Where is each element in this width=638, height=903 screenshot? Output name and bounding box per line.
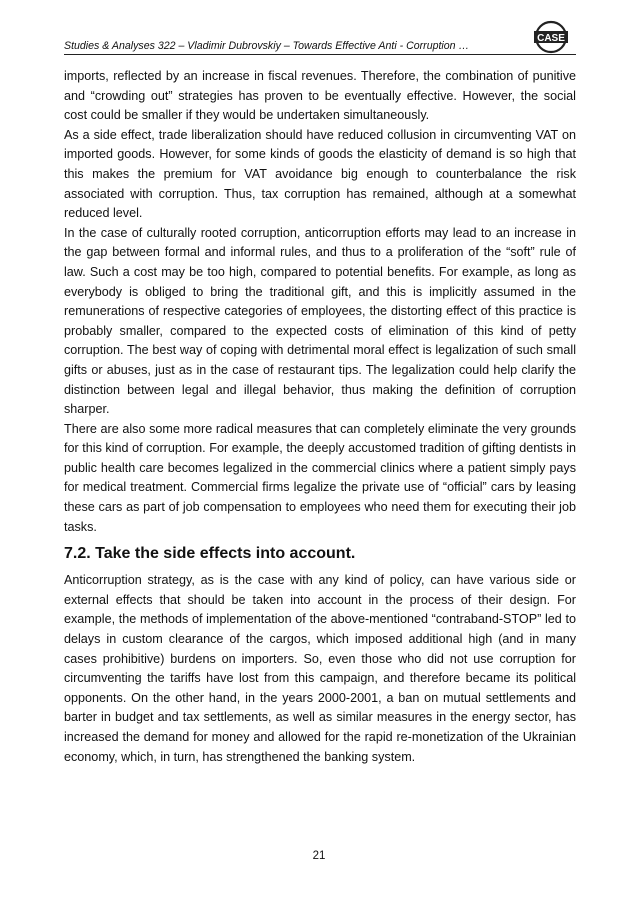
body-paragraph: Anticorruption strategy, as is the case with any kind of policy, can have various side or external effects that should be taken into account in the process of their design. For example, the methods of implementation of the above-mentioned “contraband-STOP” led to delays in custom clearance of the cargos, which imposed additional high (and in many cases prohibitive) burdens on importers. So, even those who did not use corruption for circumventing the tariffs have lost from this campaign, and therefore became its political opponents. On the other hand, in the years 2000-2001, a ban on mutual settlements and barter in budget and tax settlements, as well as similar measures in the energy sector, has increased the demand for money and allowed for the rapid re-monetization of the Ukrainian economy, which, in turn, has strengthened the banking system. [64, 573, 576, 764]
case-logo [530, 20, 572, 54]
body-paragraph: In the case of culturally rooted corruption, anticorruption efforts may lead to an increase in the gap between formal and informal rules, and thus to a proliferation of the “soft” rule of law. Such a cost may be too high, compared to potential benefits. For example, as long as everybody is obliged to bring the traditional gift, and this is implicitly assumed in the remunerations of respective categories of employees, the distorting effect of this practice is probably smaller, compared to the expected costs of elimination of this kind of petty corruption. The best way of coping with detrimental moral effect is legalization of such small gifts or abuses, just as in the case of restaurant tips. The legalization could help clarify the distinction between legal and illegal behavior, thus making the definition of corruption sharper. [64, 225, 576, 417]
running-title: Studies & Analyses 322 – Vladimir Dubrovskiy – Towards Effective Anti - Corruption … [64, 40, 470, 52]
page-header [64, 20, 576, 54]
body-paragraph: imports, reflected by an increase in fiscal revenues. Therefore, the combination of punitive and “crowding out” strategies has proven to be eventually effective. However, the social cost could be smaller if they would be undertaken simultaneously. [64, 69, 576, 123]
body-paragraph: There are also some more radical measures that can completely eliminate the very grounds for this kind of corruption. For example, the deeply accustomed tradition of gifting dentists in public health care becomes legalized in the commercial clinics where a patient simply pays for medical treatment. Commercial firms legalize the private use of “official” cars by leasing these cars as part of job compensation to employees who need them for executing their job tasks. [64, 421, 576, 534]
page-body [64, 67, 576, 767]
page-number: 21 [312, 850, 326, 862]
body-paragraph: As a side effect, trade liberalization should have reduced collusion in circumventing VAT on imported goods. However, for some kinds of goods the elasticity of demand is so high that this makes the premium for VAT avoidance big enough to counterbalance the risk associated with corruption. Thus, tax corruption has remained, although at a somewhat reduced level. [64, 127, 576, 221]
header-rule [64, 54, 576, 55]
section-heading: 7.2. Take the side effects into account. [64, 545, 356, 563]
svg-text:CASE: CASE [537, 33, 565, 44]
